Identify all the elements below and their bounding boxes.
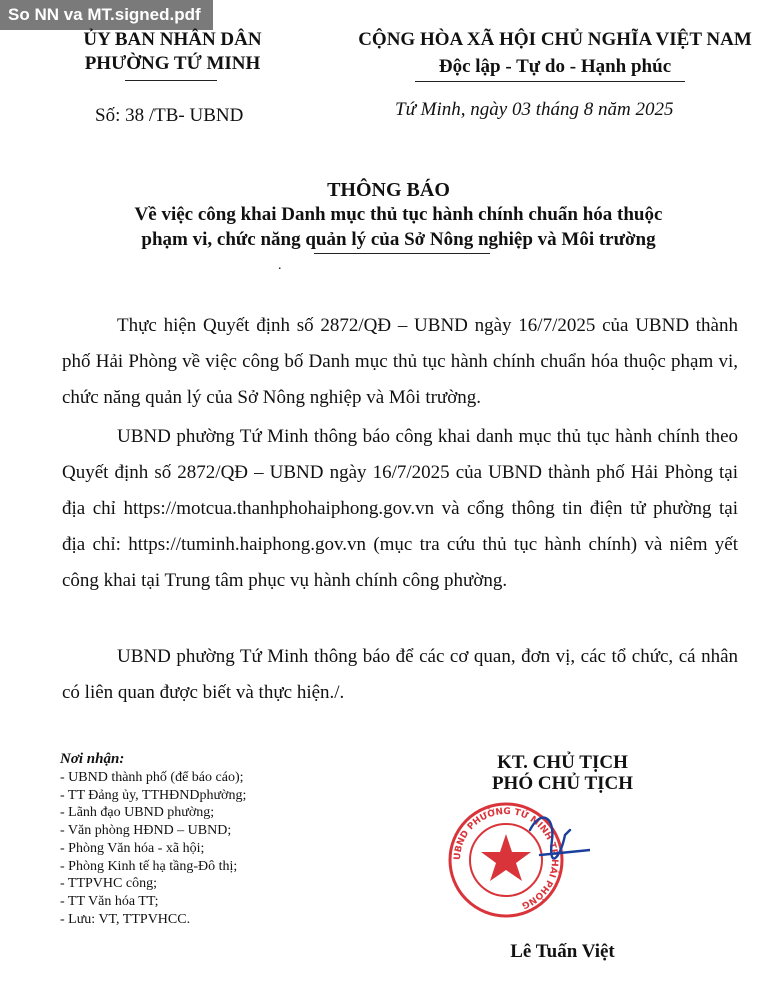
recipient-item: - UBND thành phố (để báo cáo); [60, 770, 244, 785]
file-name-tab[interactable]: So NN va MT.signed.pdf [0, 0, 213, 30]
issuing-authority-line1: ỦY BAN NHÂN DÂN [83, 29, 262, 50]
body-paragraph-2: UBND phường Tứ Minh thông báo công khai danh mục thủ tục hành chính theo Quyết định số 2872/QĐ – UBND ngày 16/7/2025 của UBND thành phố Hải Phòng tại địa chỉ https://motcua.thanhphohaiphong.gov.vn và cổng thông tin điện tử phường tại địa chỉ: https://tuminh.haiphong.gov.vn (mục tra cứu thủ tục hành chính) và niêm yết công khai tại Trung tâm phục vụ hành chính công phường. [62, 426, 738, 591]
stray-dot: . [278, 258, 282, 273]
signature-authority: KT. CHỦ TỊCH [497, 752, 628, 773]
national-title: CỘNG HÒA XÃ HỘI CHỦ NGHĨA VIỆT NAM [358, 29, 752, 50]
recipient-item: - TT Đảng ủy, TTHĐNDphường; [60, 787, 247, 803]
recipient-item: - Lãnh đạo UBND phường; [60, 805, 215, 821]
document-date: Tứ Minh, ngày 03 tháng 8 năm 2025 [395, 99, 674, 120]
authority-underline [125, 80, 217, 81]
seal-stamp [450, 804, 562, 916]
document-number: Số: 38 /TB- UBND [95, 105, 244, 126]
recipient-item: - TT Văn hóa TT; [60, 893, 159, 909]
recipient-item: - Lưu: VT, TTPVHCC. [60, 911, 191, 927]
recipient-item: - Văn phòng HĐND – UBND; [60, 823, 232, 839]
recipients-list [60, 769, 246, 928]
national-motto: Độc lập - Tự do - Hạnh phúc [438, 56, 672, 77]
signer-name: Lê Tuấn Việt [510, 941, 615, 962]
recipient-item: - Phòng Văn hóa - xã hội; [60, 840, 205, 856]
body-paragraph-3: UBND phường Tứ Minh thông báo để các cơ quan, đơn vị, các tổ chức, cá nhân có liên quan được biết và thực hiện./. [62, 646, 738, 703]
seal-emblem-star [481, 834, 531, 881]
seal-ring-text: UBND PHƯỜNG TỨ MINH TP HẢI PHÒNG [452, 806, 560, 910]
document-subject-line1: Về việc công khai Danh mục thủ tục hành chính chuẩn hóa thuộc [134, 204, 663, 225]
body-paragraph-1: Thực hiện Quyết định số 2872/QĐ – UBND ngày 16/7/2025 của UBND thành phố Hải Phòng về việc công bố Danh mục thủ tục hành chính chuẩn hóa thuộc phạm vi, chức năng quản lý của Sở Nông nghiệp và Môi trường. [62, 315, 738, 408]
motto-underline [415, 81, 685, 82]
subject-underline [314, 253, 490, 254]
document-title: THÔNG BÁO [327, 179, 450, 201]
document-subject-line2: phạm vi, chức năng quản lý của Sở Nông nghiệp và Môi trường [141, 229, 656, 250]
recipient-item: - Phòng Kinh tế hạ tầng-Đô thị; [60, 858, 238, 874]
issuing-authority-line2: PHƯỜNG TỨ MINH [84, 53, 261, 74]
signature-title: PHÓ CHỦ TỊCH [491, 773, 634, 794]
recipients-heading: Nơi nhận: [60, 751, 125, 767]
official-seal-and-signature [440, 800, 590, 930]
recipient-item: - TTPVHC công; [60, 876, 157, 892]
